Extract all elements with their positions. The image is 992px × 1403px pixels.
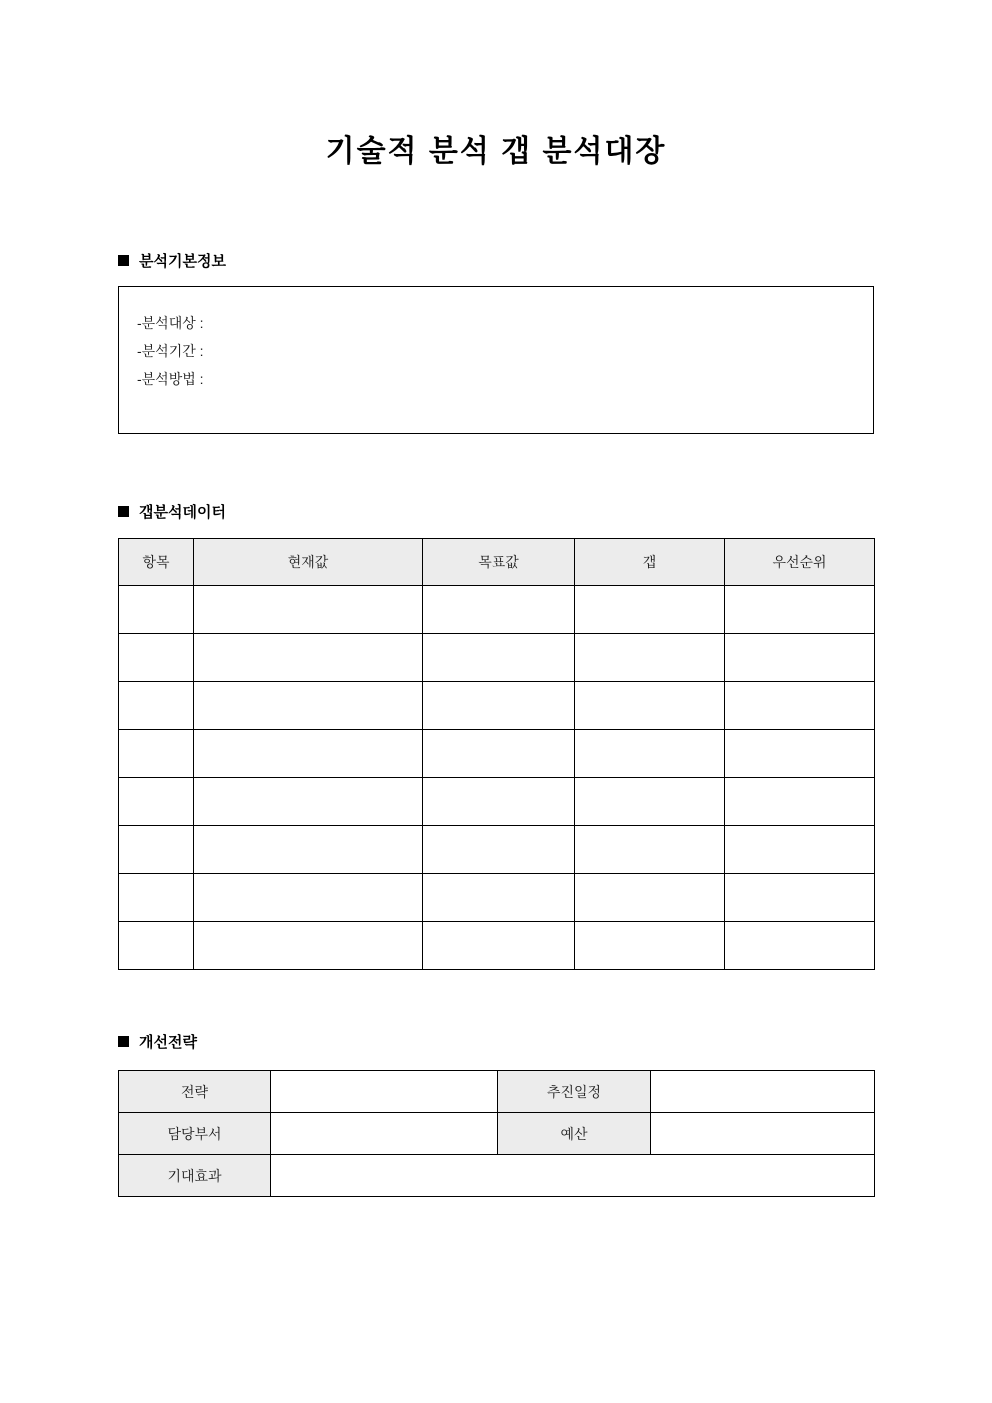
table-row <box>119 682 875 730</box>
cell-gap[interactable] <box>575 634 725 682</box>
value-expected-effect[interactable] <box>271 1155 875 1197</box>
label-department: 담당부서 <box>119 1113 271 1155</box>
cell-gap[interactable] <box>575 682 725 730</box>
column-header-priority: 우선순위 <box>725 539 875 586</box>
cell-item[interactable] <box>119 730 194 778</box>
label-budget: 예산 <box>498 1113 651 1155</box>
section-heading-gap-data <box>118 501 226 522</box>
basic-info-line-analysis-period: -분석기간 : <box>137 343 204 359</box>
section-heading-basic-info <box>118 250 226 271</box>
cell-priority[interactable] <box>725 730 875 778</box>
gap-analysis-table-body <box>119 586 875 970</box>
table-row <box>119 1155 875 1197</box>
cell-target-value[interactable] <box>423 778 575 826</box>
column-header-current-value: 현재값 <box>194 539 423 586</box>
improvement-strategy-table <box>118 1070 875 1197</box>
value-department[interactable] <box>271 1113 498 1155</box>
table-row <box>119 778 875 826</box>
cell-item[interactable] <box>119 634 194 682</box>
column-header-gap: 갭 <box>575 539 725 586</box>
table-row <box>119 1113 875 1155</box>
cell-priority[interactable] <box>725 586 875 634</box>
cell-item[interactable] <box>119 874 194 922</box>
cell-priority[interactable] <box>725 826 875 874</box>
cell-item[interactable] <box>119 586 194 634</box>
cell-gap[interactable] <box>575 826 725 874</box>
square-bullet-icon <box>118 506 129 517</box>
cell-target-value[interactable] <box>423 634 575 682</box>
cell-current-value[interactable] <box>194 586 423 634</box>
cell-current-value[interactable] <box>194 778 423 826</box>
cell-target-value[interactable] <box>423 730 575 778</box>
cell-item[interactable] <box>119 778 194 826</box>
column-header-item: 항목 <box>119 539 194 586</box>
cell-gap[interactable] <box>575 922 725 970</box>
cell-current-value[interactable] <box>194 634 423 682</box>
section-heading-label: 개선전략 <box>139 1034 197 1051</box>
cell-gap[interactable] <box>575 730 725 778</box>
value-budget[interactable] <box>651 1113 875 1155</box>
cell-current-value[interactable] <box>194 730 423 778</box>
section-heading-label: 갭분석데이터 <box>139 504 226 521</box>
basic-info-line-analysis-method: -분석방법 : <box>137 371 204 387</box>
label-expected-effect: 기대효과 <box>119 1155 271 1197</box>
column-header-target-value: 목표값 <box>423 539 575 586</box>
cell-priority[interactable] <box>725 778 875 826</box>
table-row <box>119 730 875 778</box>
table-row <box>119 922 875 970</box>
basic-info-box[interactable] <box>118 286 874 434</box>
cell-target-value[interactable] <box>423 682 575 730</box>
cell-priority[interactable] <box>725 922 875 970</box>
cell-item[interactable] <box>119 922 194 970</box>
square-bullet-icon <box>118 1036 129 1047</box>
improvement-strategy-table-body <box>119 1071 875 1197</box>
cell-current-value[interactable] <box>194 874 423 922</box>
cell-target-value[interactable] <box>423 874 575 922</box>
basic-info-line-analysis-target: -분석대상 : <box>137 315 204 331</box>
cell-priority[interactable] <box>725 874 875 922</box>
table-row <box>119 874 875 922</box>
cell-gap[interactable] <box>575 874 725 922</box>
cell-target-value[interactable] <box>423 826 575 874</box>
label-strategy: 전략 <box>119 1071 271 1113</box>
cell-priority[interactable] <box>725 682 875 730</box>
cell-current-value[interactable] <box>194 682 423 730</box>
cell-item[interactable] <box>119 682 194 730</box>
section-heading-label: 분석기본정보 <box>139 253 226 270</box>
section-heading-improvement-strategy <box>118 1031 197 1052</box>
cell-target-value[interactable] <box>423 586 575 634</box>
value-schedule[interactable] <box>651 1071 875 1113</box>
table-row <box>119 634 875 682</box>
label-schedule: 추진일정 <box>498 1071 651 1113</box>
cell-current-value[interactable] <box>194 922 423 970</box>
cell-gap[interactable] <box>575 778 725 826</box>
table-row <box>119 586 875 634</box>
square-bullet-icon <box>118 255 129 266</box>
cell-item[interactable] <box>119 826 194 874</box>
cell-target-value[interactable] <box>423 922 575 970</box>
gap-analysis-table <box>118 538 875 970</box>
cell-gap[interactable] <box>575 586 725 634</box>
value-strategy[interactable] <box>271 1071 498 1113</box>
page-title: 기술적 분석 갭 분석대장 <box>325 135 667 168</box>
table-row <box>119 826 875 874</box>
cell-current-value[interactable] <box>194 826 423 874</box>
table-header-row <box>119 539 875 586</box>
table-row <box>119 1071 875 1113</box>
cell-priority[interactable] <box>725 634 875 682</box>
